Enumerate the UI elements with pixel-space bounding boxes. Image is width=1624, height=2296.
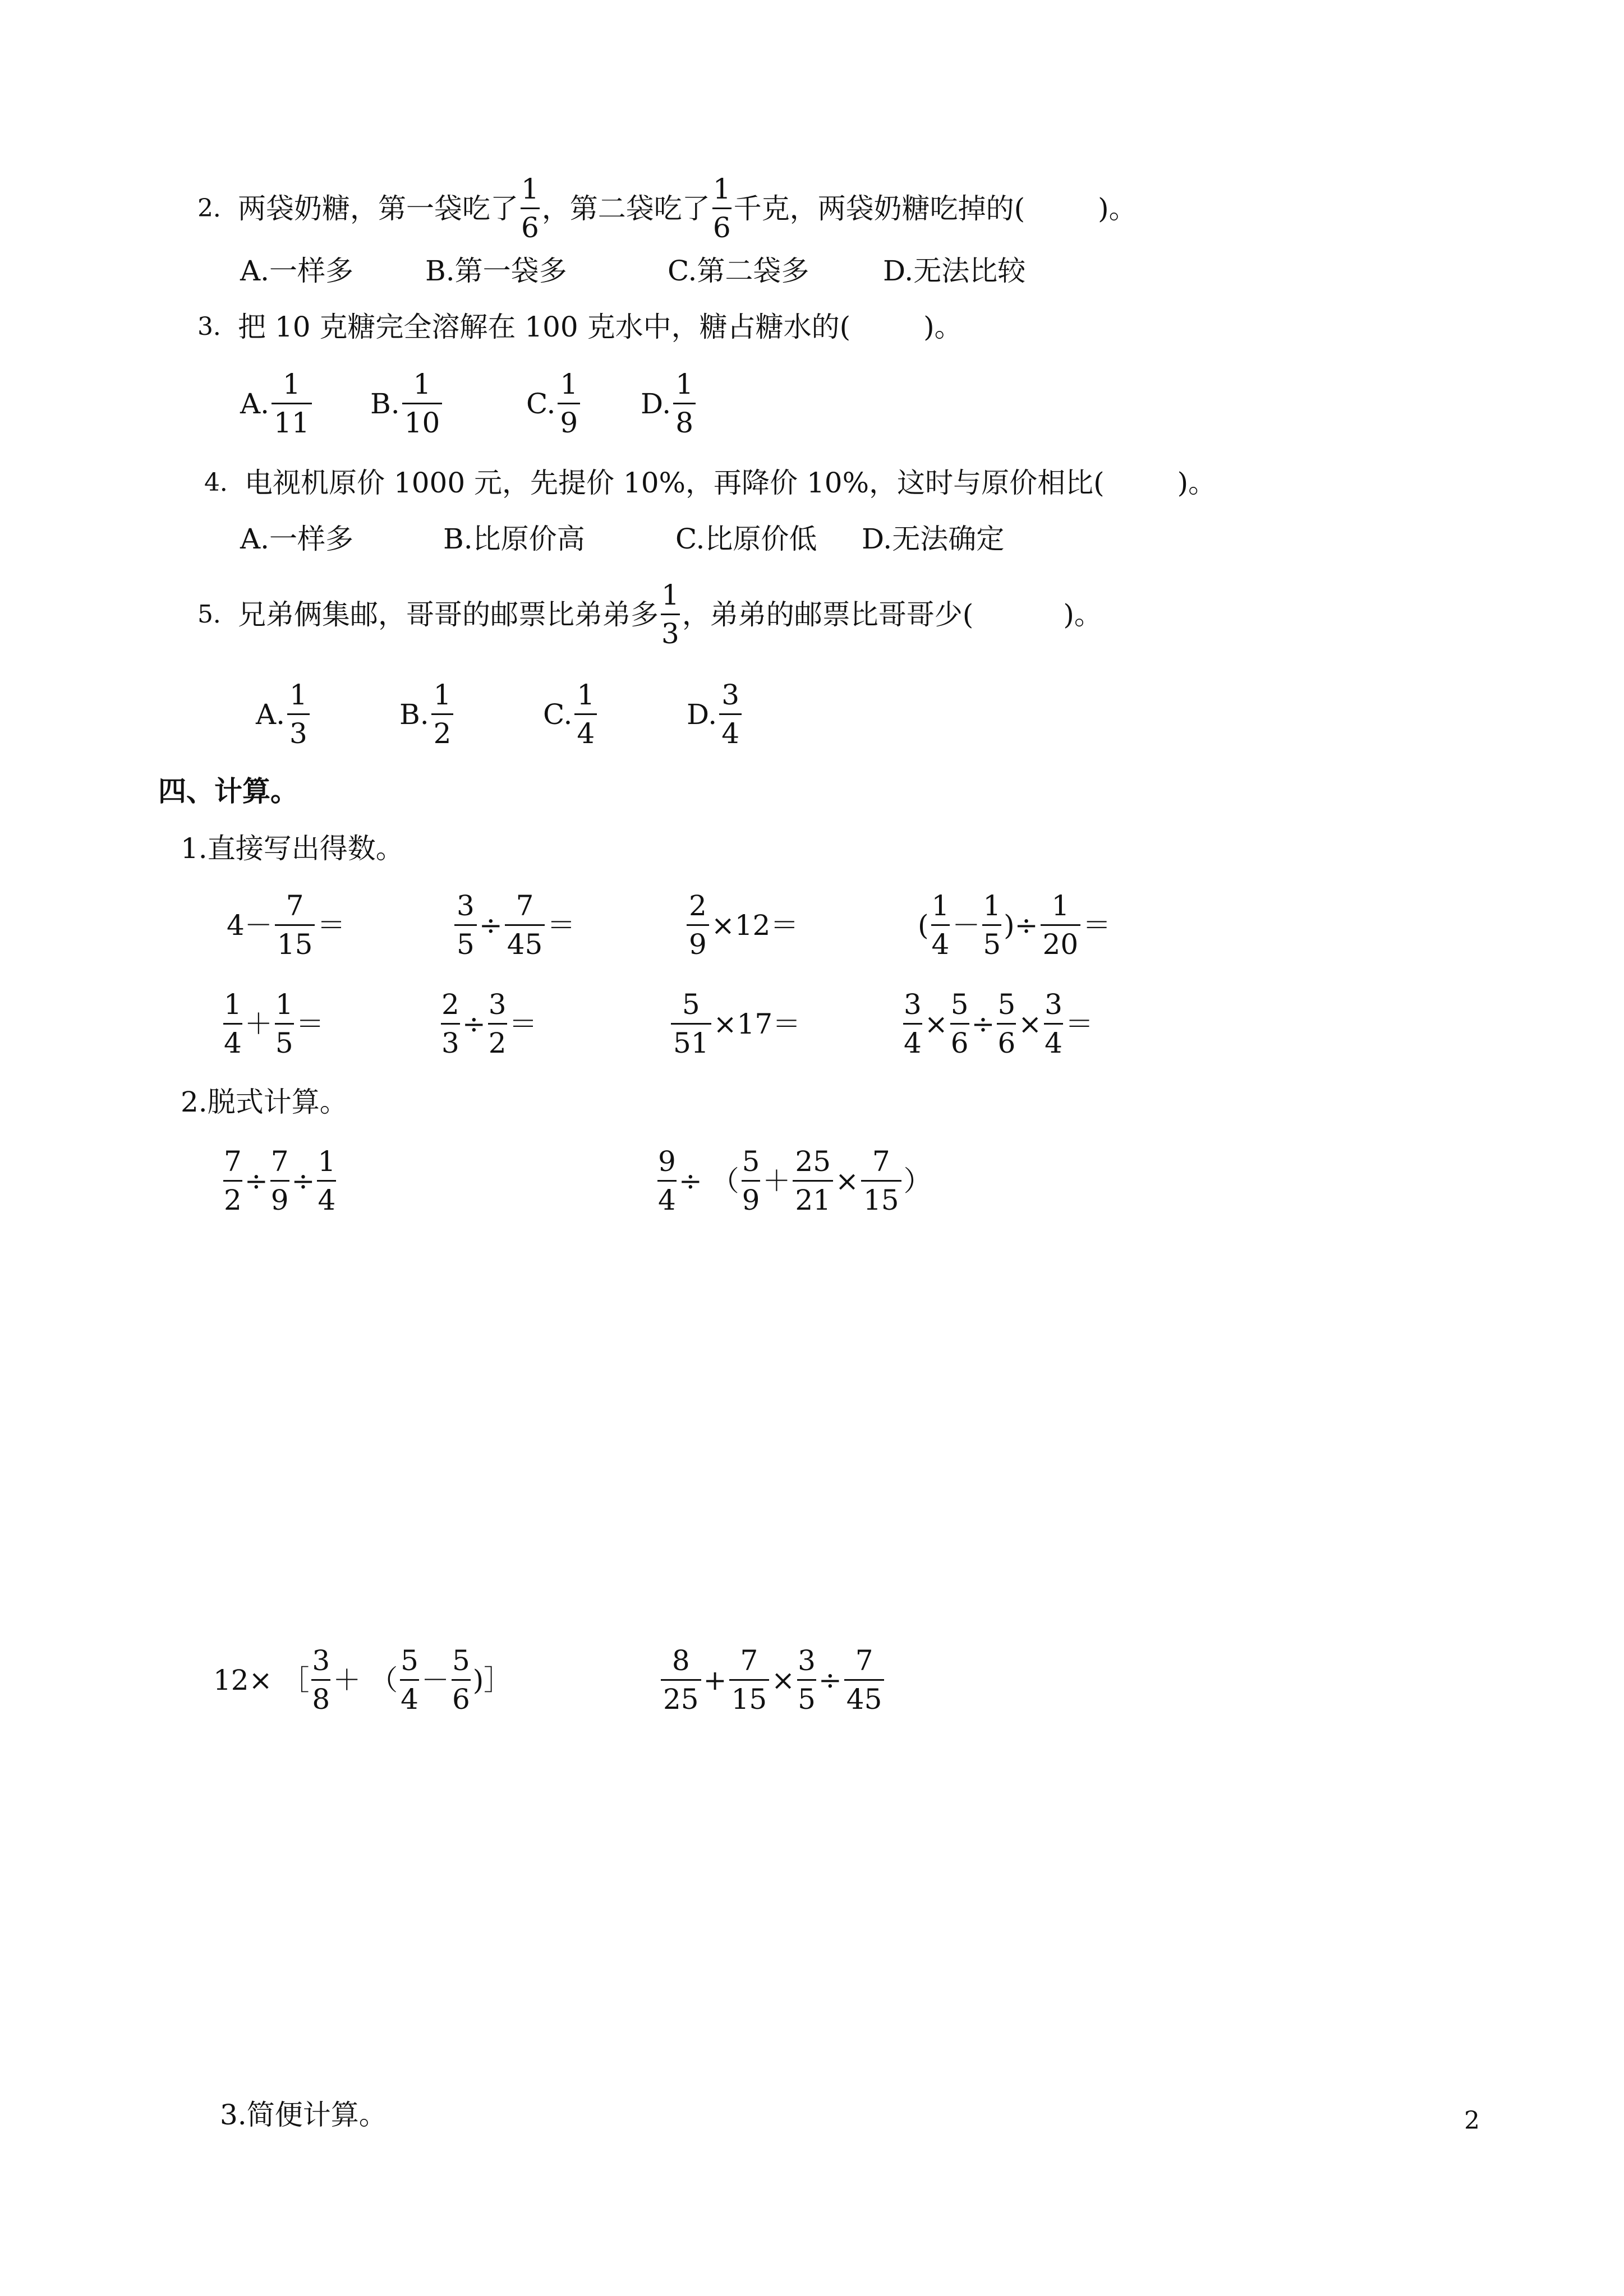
q5-option-d[interactable]: D. $\frac{3}{4}$ <box>687 681 744 748</box>
q2-options <box>240 257 1025 285</box>
direct-calc-3: $\frac{2}{9}$ ×12＝ <box>684 892 798 958</box>
q4-text-2: )。 <box>1177 467 1217 499</box>
q4-text-1: 电视机原价 1000 元，先提价 10%，再降价 10%，这时与原价相比( <box>245 467 1105 499</box>
direct-calc-4: ( $\frac{1}{4}$ － $\frac{1}{5}$ )÷ $\frac{1}{20}$ ＝ <box>918 889 1111 961</box>
q4-option-d[interactable]: D.无法确定 <box>862 523 1005 555</box>
q5-line <box>197 581 1102 648</box>
direct-calc-2: $\frac{3}{5}$ ÷ $\frac{7}{45}$ ＝ <box>452 892 575 958</box>
q5-option-b[interactable]: B. $\frac{1}{2}$ <box>399 681 543 748</box>
q2-text-1: 两袋奶糖，第一袋吃了 <box>238 192 518 225</box>
q2-option-c[interactable]: C.第二袋多 <box>668 255 809 287</box>
q4-option-c[interactable]: C.比原价低 <box>675 523 817 555</box>
q3-option-d[interactable]: D. $\frac{1}{8}$ <box>641 370 698 437</box>
q2-option-d[interactable]: D.无法比较 <box>883 255 1026 287</box>
q3-line <box>197 313 963 341</box>
q3-text-2: )。 <box>923 311 963 343</box>
q2-text-4: )。 <box>1098 192 1137 225</box>
q5-fraction-1: $\frac{1}{3}$ <box>661 579 679 650</box>
q4-number: 4． <box>204 468 245 497</box>
subsection-1-title: 1.直接写出得数。 <box>181 832 404 865</box>
direct-calc-8: $\frac{3}{4}$ × $\frac{5}{6}$ ÷ $\frac{5}{6}$ × $\frac{3}{4}$ ＝ <box>904 988 1093 1059</box>
q2-option-a[interactable]: A.一样多 <box>240 255 354 287</box>
q4-line <box>204 469 1216 497</box>
q5-option-c[interactable]: C. $\frac{1}{4}$ <box>543 681 687 748</box>
stepwise-calc-1: $\frac{7}{2}$ ÷ $\frac{7}{9}$ ÷ $\frac{1}{4}$ <box>224 1145 336 1216</box>
q2-text-2: ，第二袋吃了 <box>541 192 710 225</box>
q4-option-a[interactable]: A.一样多 <box>240 523 354 555</box>
q2-fraction-1: $\frac{1}{6}$ <box>521 173 539 244</box>
q3-text-1: 把 10 克糖完全溶解在 100 克水中，糖占糖水的( <box>238 311 851 343</box>
q5-text-2: ，弟弟的邮票比哥哥少( <box>682 598 974 631</box>
subsection-2-title: 2.脱式计算。 <box>181 1086 348 1118</box>
direct-calc-6: $\frac{2}{3}$ ÷ $\frac{3}{2}$ ＝ <box>441 988 537 1059</box>
q2-number: 2． <box>197 193 238 223</box>
q3-number: 3． <box>197 312 238 341</box>
q5-options <box>256 681 744 748</box>
subsection-3-title: 3.简便计算。 <box>220 2099 387 2131</box>
q3-options <box>240 370 698 437</box>
stepwise-calc-3: 12× ［ $\frac{3}{8}$ ＋ （ $\frac{5}{4}$ － $\frac{5}{6}$ )］ <box>213 1644 512 1716</box>
q4-option-b[interactable]: B.比原价高 <box>443 523 585 555</box>
direct-calc-1: 4－ $\frac{7}{15}$ ＝ <box>227 889 346 961</box>
q5-option-a[interactable]: A. $\frac{1}{3}$ <box>256 681 399 748</box>
page-number: 2 <box>1464 2106 1480 2135</box>
q5-text-3: )。 <box>1063 598 1102 631</box>
q5-text-1: 兄弟俩集邮，哥哥的邮票比弟弟多 <box>238 598 659 631</box>
section-4-heading: 四、计算。 <box>158 774 298 808</box>
q3-option-a[interactable]: A. $\frac{1}{11}$ <box>240 370 370 437</box>
stepwise-calc-4: $\frac{8}{25}$ + $\frac{7}{15}$ × $\frac{3}{5}$ ÷ $\frac{7}{45}$ <box>659 1647 886 1713</box>
q4-options <box>240 525 1004 553</box>
q5-number: 5． <box>197 600 238 629</box>
q2-option-b[interactable]: B.第一袋多 <box>425 255 567 287</box>
q2-text-3: 千克，两袋奶糖吃掉的( <box>733 192 1025 225</box>
direct-calc-5: $\frac{1}{4}$ ＋ $\frac{1}{5}$ ＝ <box>224 988 324 1059</box>
direct-calc-7: $\frac{5}{51}$ ×17＝ <box>669 990 801 1057</box>
q2-line <box>197 175 1137 242</box>
q2-fraction-2: $\frac{1}{6}$ <box>712 173 731 244</box>
stepwise-calc-2: $\frac{9}{4}$ ÷ （ $\frac{5}{9}$ ＋ $\frac{25}{21}$ × $\frac{7}{15}$ ） <box>658 1145 932 1216</box>
q3-option-b[interactable]: B. $\frac{1}{10}$ <box>370 370 526 437</box>
q3-option-c[interactable]: C. $\frac{1}{9}$ <box>526 370 641 437</box>
